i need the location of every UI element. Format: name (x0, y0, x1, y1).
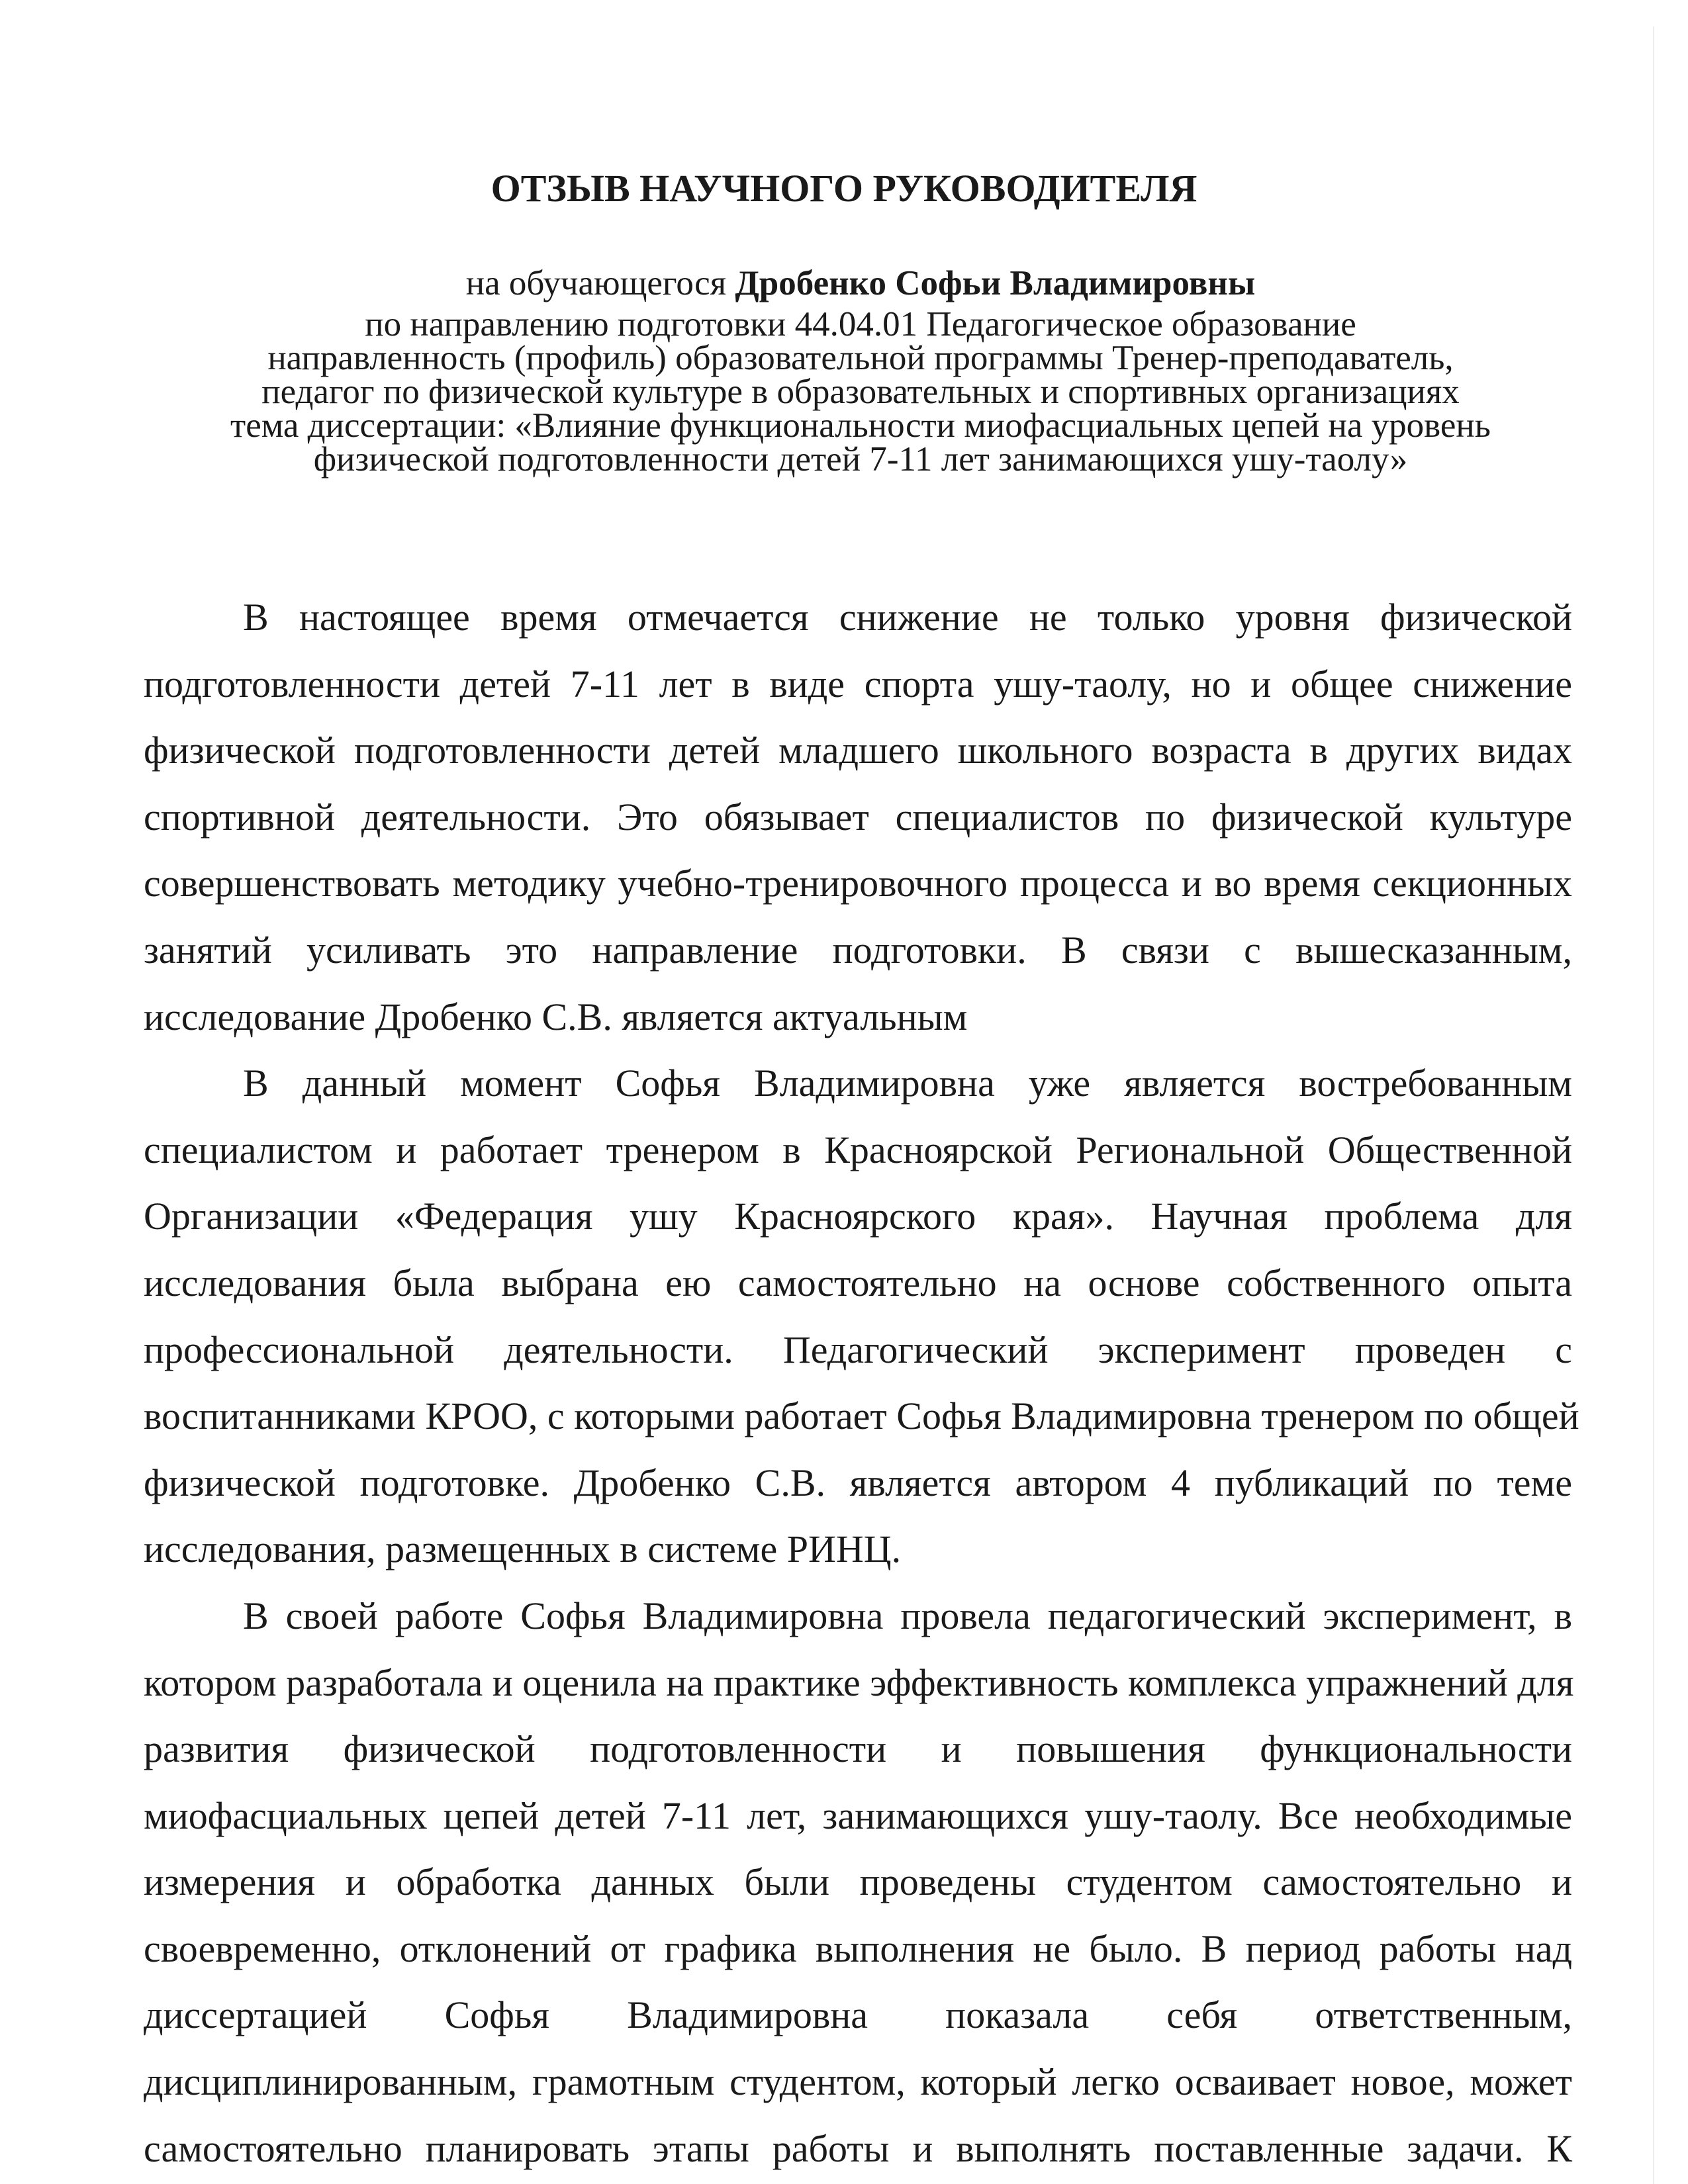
header-line: по направлению подготовки 44.04.01 Педагогическое образование (365, 305, 1356, 343)
paragraph-line: физической подготовленности детей младшего школьного возраста в других видах (144, 729, 1572, 772)
paragraph-line: дисциплинированным, грамотным студентом, который легко осваивает новое, может (144, 2060, 1572, 2104)
header-line: направленность (профиль) образовательной программы Тренер-преподаватель, (267, 339, 1454, 377)
scan-edge (1653, 26, 1654, 2184)
paragraph-line: диссертацией Софья Владимировна показала себя ответственным, (144, 1993, 1572, 2037)
paragraph-line: В данный момент Софья Владимировна уже является востребованным (243, 1062, 1572, 1105)
paragraph-line: развития физической подготовленности и повышения функциональности (144, 1727, 1572, 1771)
paragraph-line: воспитанниками КРОО, с которыми работает Софья Владимировна тренером по общей (144, 1394, 1579, 1438)
paragraph-line: специалистом и работает тренером в Красноярской Региональной Общественной (144, 1128, 1572, 1171)
paragraph-line: самостоятельно планировать этапы работы и выполнять поставленные задачи. К (144, 2126, 1572, 2170)
paragraph-line: миофасциальных цепей детей 7-11 лет, занимающихся ушу-таолу. Все необходимые (144, 1794, 1572, 1837)
paragraph-line: занятий усиливать это направление подготовки. В связи с вышесказанным, (144, 928, 1572, 972)
paragraph-line: В настоящее время отмечается снижение не только уровня физической (243, 596, 1572, 639)
header-line: педагог по физической культуре в образовательных и спортивных организациях (261, 373, 1460, 411)
paragraph-line: В своей работе Софья Владимировна провела педагогический эксперимент, в (243, 1594, 1572, 1637)
paragraph (144, 584, 1572, 1050)
paragraph-line: спортивной деятельности. Это обязывает специалистов по физической культуре (144, 795, 1572, 839)
paragraph-line: подготовленности детей 7-11 лет в виде спорта ушу-таолу, но и общее снижение (144, 662, 1572, 705)
paragraph-line: Организации «Федерация ушу Красноярского края». Научная проблема для (144, 1195, 1572, 1238)
document-title: ОТЗЫВ НАУЧНОГО РУКОВОДИТЕЛЯ (491, 167, 1197, 210)
paragraph-line: исследование Дробенко С.В. является актуальным (144, 995, 968, 1038)
paragraph-line: исследования была выбрана ею самостоятельно на основе собственного опыта (144, 1261, 1572, 1304)
paragraph (144, 1583, 1572, 2182)
header-line: тема диссертации: «Влияние функциональности миофасциальных цепей на уровень (230, 406, 1491, 445)
paragraph (144, 1050, 1579, 1583)
student-line (99, 263, 1622, 308)
header-line: физической подготовленности детей 7-11 лет занимающихся ушу-таолу» (313, 440, 1408, 478)
paragraph-line: своевременно, отклонений от графика выполнения не было. В период работы над (144, 1927, 1572, 1970)
paragraph-line: совершенствовать методику учебно-тренировочного процесса и во время секционных (144, 862, 1572, 905)
student-prefix: на обучающегося (465, 264, 735, 302)
paragraph-line: физической подготовке. Дробенко С.В. является автором 4 публикаций по теме (144, 1461, 1572, 1504)
paragraph-line: профессиональной деятельности. Педагогический эксперимент проведен с (144, 1328, 1572, 1371)
document-body (144, 584, 1579, 2182)
student-name: Дробенко Софьи Владимировны (735, 264, 1256, 302)
paragraph-line: измерения и обработка данных были проведены студентом самостоятельно и (144, 1860, 1572, 1904)
paragraph-line: исследования, размещенных в системе РИНЦ. (144, 1527, 902, 1571)
paragraph-line: котором разработала и оценила на практике эффективность комплекса упражнений для (144, 1661, 1574, 1704)
document-header (99, 263, 1622, 477)
